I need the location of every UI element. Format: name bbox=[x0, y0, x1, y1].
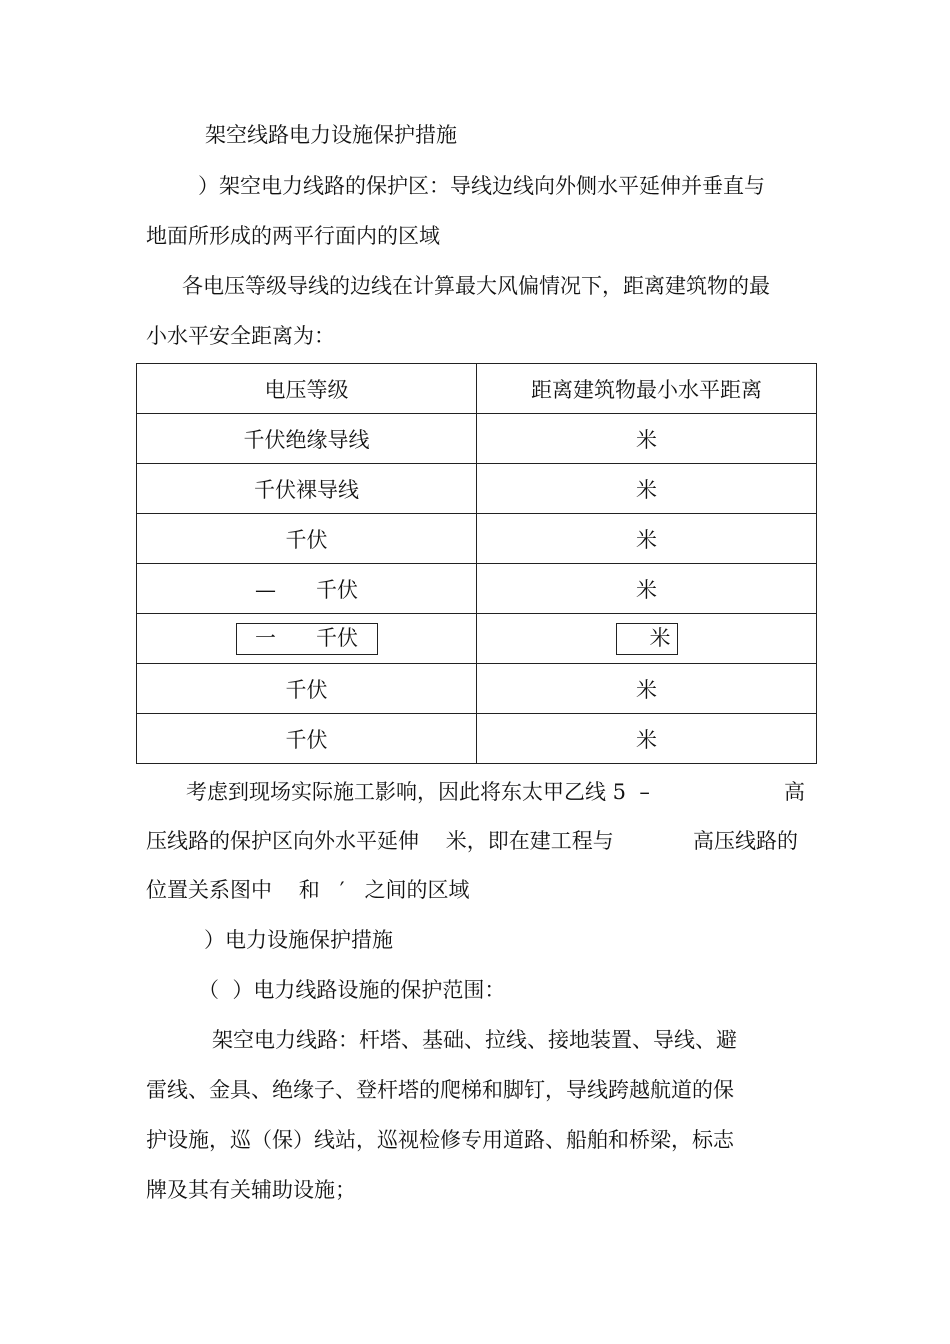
paragraph-line: ）架空电力线路的保护区：导线边线向外侧水平延伸并垂直与 bbox=[198, 174, 765, 198]
table-header-row bbox=[137, 364, 817, 414]
table-row bbox=[137, 564, 817, 614]
table-cell: 米 bbox=[477, 414, 817, 464]
table-row bbox=[137, 614, 817, 664]
table-cell: 千伏 bbox=[137, 514, 477, 564]
boxed-cell-text: 一 千伏 bbox=[236, 623, 378, 655]
table-cell: 千伏 bbox=[137, 664, 477, 714]
table-cell: — 千伏 bbox=[137, 564, 477, 614]
subsection-heading: （ ）电力线路设施的保护范围： bbox=[198, 978, 506, 1002]
distance-table bbox=[136, 363, 817, 764]
paragraph-line: 雷线、金具、绝缘子、登杆塔的爬梯和脚钉，导线跨越航道的保 bbox=[146, 1078, 734, 1102]
paragraph-line: 压线路的保护区向外水平延伸 米，即在建工程与 bbox=[146, 829, 614, 853]
paragraph-line: 架空电力线路：杆塔、基础、拉线、接地装置、导线、避 bbox=[212, 1028, 737, 1052]
table-cell: 米 bbox=[477, 514, 817, 564]
paragraph-line: 护设施，巡（保）线站，巡视检修专用道路、船舶和桥梁，标志 bbox=[146, 1128, 734, 1152]
table-header-cell: 电压等级 bbox=[137, 364, 477, 414]
paragraph-line: 牌及其有关辅助设施； bbox=[146, 1178, 356, 1202]
table-cell: 千伏 bbox=[137, 714, 477, 764]
paragraph-line: 位置关系图中 和 ′ 之间的区域 bbox=[146, 878, 470, 902]
table-cell bbox=[137, 614, 477, 664]
table-cell: 千伏绝缘导线 bbox=[137, 414, 477, 464]
boxed-cell-text: 米 bbox=[616, 623, 678, 655]
doc-title: 架空线路电力设施保护措施 bbox=[205, 123, 457, 147]
table-cell: 千伏裸导线 bbox=[137, 464, 477, 514]
paragraph-line: 高压线路的 bbox=[693, 829, 798, 853]
section-heading: ）电力设施保护措施 bbox=[204, 928, 393, 952]
table-cell: 米 bbox=[477, 564, 817, 614]
paragraph-line: 地面所形成的两平行面内的区域 bbox=[146, 224, 440, 248]
table-header-cell: 距离建筑物最小水平距离 bbox=[477, 364, 817, 414]
paragraph-line: 高 bbox=[784, 780, 805, 804]
table-row bbox=[137, 414, 817, 464]
paragraph-line: 各电压等级导线的边线在计算最大风偏情况下，距离建筑物的最 bbox=[182, 274, 770, 298]
table-row bbox=[137, 714, 817, 764]
table-cell: 米 bbox=[477, 664, 817, 714]
paragraph-line: 小水平安全距离为： bbox=[146, 324, 335, 348]
table-cell bbox=[477, 614, 817, 664]
table-row bbox=[137, 464, 817, 514]
paragraph-line: 考虑到现场实际施工影响，因此将东太甲乙线 5 – bbox=[186, 780, 650, 804]
table-row bbox=[137, 664, 817, 714]
table-cell: 米 bbox=[477, 464, 817, 514]
table-cell: 米 bbox=[477, 714, 817, 764]
table-row bbox=[137, 514, 817, 564]
